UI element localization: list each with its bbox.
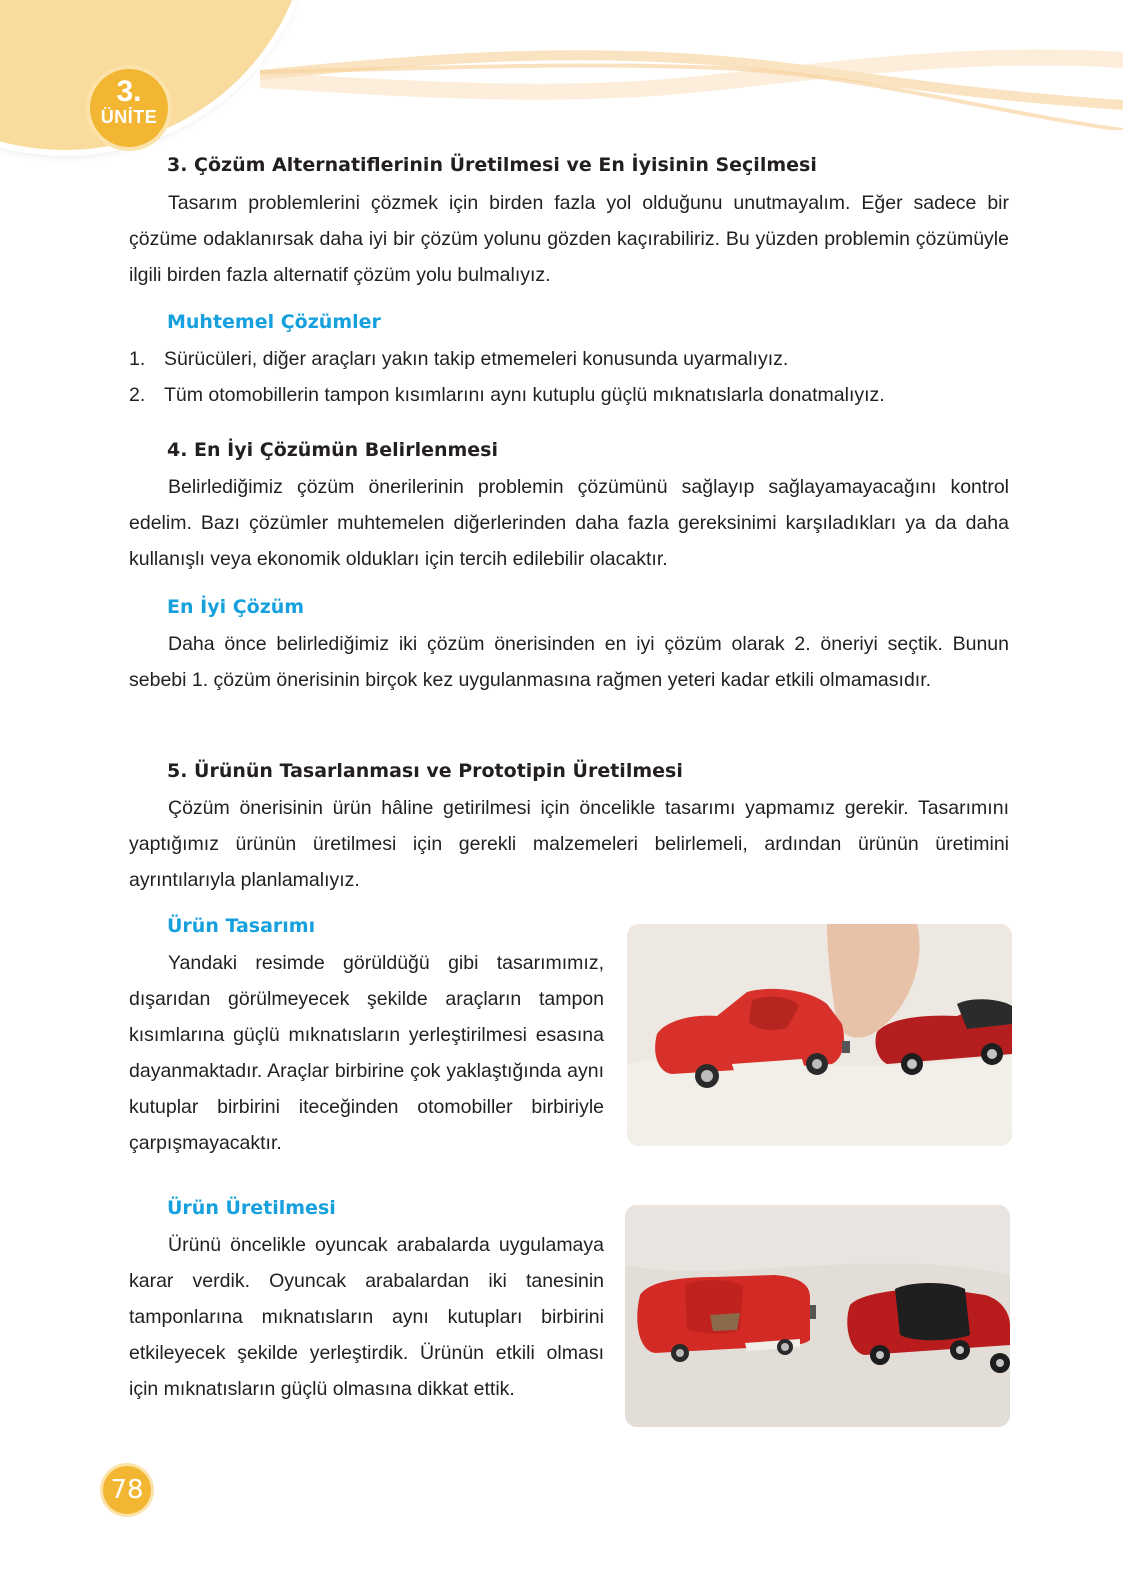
toy-cars-illustration: [625, 1205, 1010, 1427]
section5-title: 5. Ürünün Tasarlanması ve Prototipin Üretilmesi: [167, 760, 683, 782]
unit-badge: [90, 69, 168, 147]
section4-title: 4. En İyi Çözümün Belirlenmesi: [167, 439, 498, 461]
section4-paragraph: Belirlediğimiz çözüm önerilerinin problemin çözümünü sağlayıp sağlayamayacağını kontrol edelim. Bazı çözümler muhtemelen diğerlerinden daha fazla gereksinimi karşıladıkları ya da daha kullanışlı veya ekonomik oldukları için tercih edilebilir olacaktır.: [129, 476, 1009, 570]
product-production-heading: Ürün Üretilmesi: [167, 1197, 336, 1219]
unit-label: ÜNİTE: [100, 107, 158, 127]
product-design-heading: Ürün Tasarımı: [167, 915, 316, 937]
page-number: 78: [103, 1466, 151, 1514]
solution-item-2: 2. Tüm otomobillerin tampon kısımlarını aynı kutuplu güçlü mıknatıslarla donatmalıyız.: [129, 384, 885, 406]
product-production-photo: [625, 1205, 1010, 1427]
section5-paragraph: Çözüm önerisinin ürün hâline getirilmesi için öncelikle tasarımı yapmamız gerekir. Tasarımını yaptığımız ürünün üretilmesi için gerekli malzemeleri belirlemeli, ardından ürünün üretimini ayrıntılarıyla planlamalıyız.: [129, 797, 1009, 891]
unit-number: 3.: [116, 75, 142, 108]
product-production-paragraph: Ürünü öncelikle oyuncak arabalarda uygulamaya karar verdik. Oyuncak arabalardan iki tanesinin tamponlarına mıknatısların aynı kutupları birbirini etkileyecek şekilde yerleştirdik. Ürünün etkili olması için mıknatısların güçlü olmasına dikkat ettik.: [129, 1234, 604, 1400]
toy-cars-hand-illustration: [627, 924, 1012, 1146]
product-design-paragraph: Yandaki resimde görüldüğü gibi tasarımımız, dışarıdan görülmeyecek şekilde araçların tampon kısımlarına güçlü mıknatısların yerleştirilmesi esasına dayanmaktadır. Araçlar birbirine çok yaklaştığında aynı kutuplar birbirini iteceğinden otomobiller birbiriyle çarpışmayacaktır.: [129, 952, 604, 1154]
best-solution-paragraph: Daha önce belirlediğimiz iki çözüm önerisinden en iyi çözüm olarak 2. öneriyi seçtik. Bunun sebebi 1. çözüm önerisinin birçok kez uygulanmasına rağmen yeteri kadar etkili olmamasıdır.: [129, 633, 1009, 691]
solution-item-1: 1. Sürücüleri, diğer araçları yakın takip etmemeleri konusunda uyarmalıyız.: [129, 348, 789, 370]
best-solution-heading: En İyi Çözüm: [167, 596, 305, 618]
possible-solutions-heading: Muhtemel Çözümler: [167, 311, 381, 333]
product-design-photo: [627, 924, 1012, 1146]
section3-title: 3. Çözüm Alternatiflerinin Üretilmesi ve En İyisinin Seçilmesi: [167, 154, 817, 176]
section3-paragraph: Tasarım problemlerini çözmek için birden fazla yol olduğunu unutmayalım. Eğer sadece bir çözüme odaklanırsak daha iyi bir çözüm yolunu gözden kaçırabiliriz. Bu yüzden problemin çözümüyle ilgili birden fazla alternatif çözüm yolu bulmalıyız.: [129, 192, 1009, 286]
header-wave-decoration: [260, 20, 1123, 130]
